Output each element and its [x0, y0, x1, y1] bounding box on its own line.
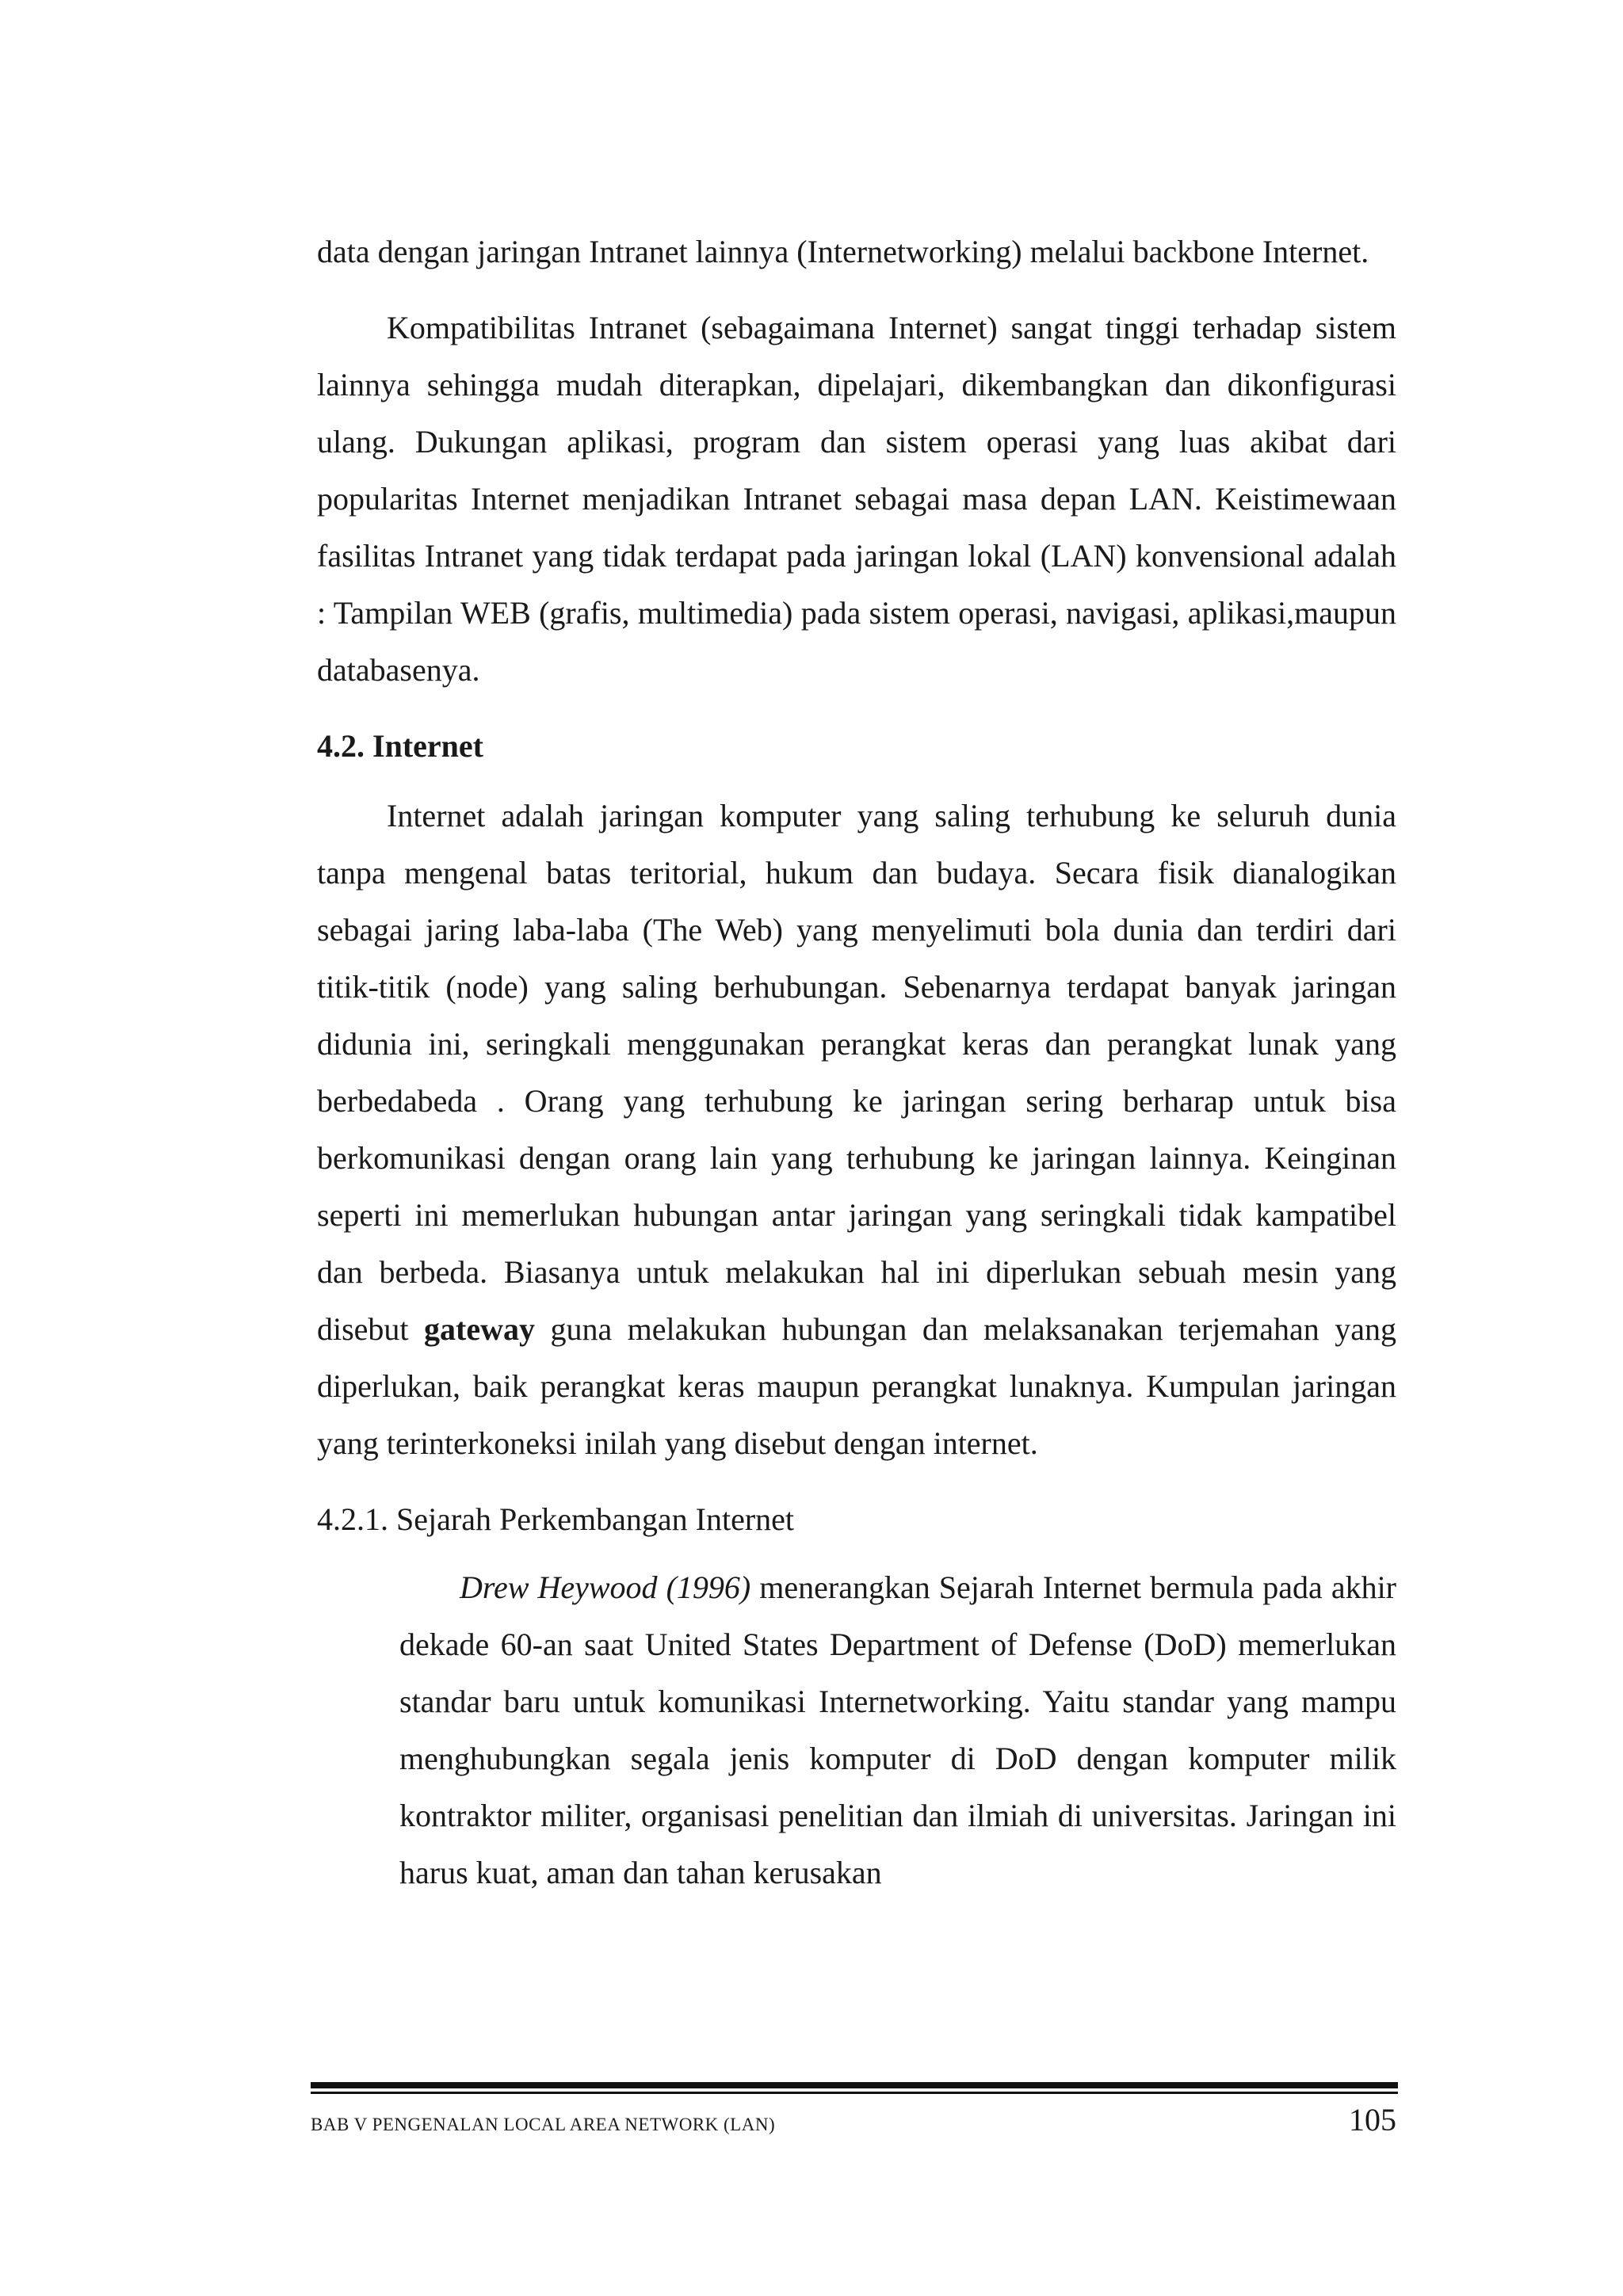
- internet-paragraph-text-1: Internet adalah jaringan komputer yang saling terhubung ke seluruh dunia tanpa mengenal batas teritorial, hukum dan budaya. Secara fisik dianalogikan sebagai jaring laba-laba (The Web) yang menyelimuti bola dunia dan terdiri dari titik-titik (node) yang saling berhubungan. Sebenarnya terdapat banyak jaringan didunia ini, seringkali menggunakan perangkat keras dan perangkat lunak yang berbedabeda . Orang yang terhubung ke jaringan sering berharap untuk bisa berkomunikasi dengan orang lain yang terhubung ke jaringan lainnya. Keinginan seperti ini memerlukan hubungan antar jaringan yang seringkali tidak kampatibel dan berbeda. Biasanya untuk melakukan hal ini diperlukan sebuah mesin yang disebut: [317, 798, 1396, 1347]
- continuation-paragraph: data dengan jaringan Intranet lainnya (Internetworking) melalui backbone Internet.: [317, 234, 1369, 269]
- subsection-heading-sejarah: 4.2.1. Sejarah Perkembangan Internet: [317, 1501, 795, 1537]
- internet-paragraph-text-2: guna melakukan hubungan dan melaksanakan terjemahan yang diperlukan, baik perangkat keras maupun perangkat lunaknya. Kumpulan jaringan yang terinterkoneksi inilah yang disebut dengan internet.: [317, 1311, 1396, 1461]
- kompatibilitas-paragraph: Kompatibilitas Intranet (sebagaimana Internet) sangat tinggi terhadap sistem lainnya sehingga mudah diterapkan, dipelajari, dikembangkan dan dikonfigurasi ulang. Dukungan aplikasi, program dan sistem operasi yang luas akibat dari popularitas Internet menjadikan Intranet sebagai masa depan LAN. Keistimewaan fasilitas Intranet yang tidak terdapat pada jaringan lokal (LAN) konvensional adalah : Tampilan WEB (grafis, multimedia) pada sistem operasi, navigasi, aplikasi,maupun databasenya.: [317, 310, 1396, 688]
- sejarah-paragraph-text: menerangkan Sejarah Internet bermula pada akhir dekade 60-an saat United States Department of Defense (DoD) memerlukan standar baru untuk komunikasi Internetworking. Yaitu standar yang mampu menghubungkan segala jenis komputer di DoD dengan komputer milik kontraktor militer, organisasi penelitian dan ilmiah di universitas. Jaringan ini harus kuat, aman dan tahan kerusakan: [399, 1569, 1397, 1890]
- footer-rule-thin: [311, 2092, 1398, 2094]
- footer-rule-thick: [311, 2082, 1398, 2088]
- internet-paragraph: [317, 788, 1396, 1472]
- section-heading-internet: 4.2. Internet: [317, 728, 483, 764]
- page-number: 105: [1349, 2102, 1396, 2138]
- chapter-title: BAB V PENGENALAN LOCAL AREA NETWORK (LAN): [311, 2115, 776, 2134]
- sejarah-block: [399, 1559, 1396, 1901]
- footer-divider: [311, 2082, 1398, 2094]
- page-footer: [311, 2101, 1396, 2138]
- gateway-term: gateway: [424, 1311, 535, 1347]
- citation-author: Drew Heywood (1996): [460, 1569, 751, 1605]
- sejarah-paragraph: [399, 1559, 1396, 1901]
- page-body: [317, 223, 1396, 1901]
